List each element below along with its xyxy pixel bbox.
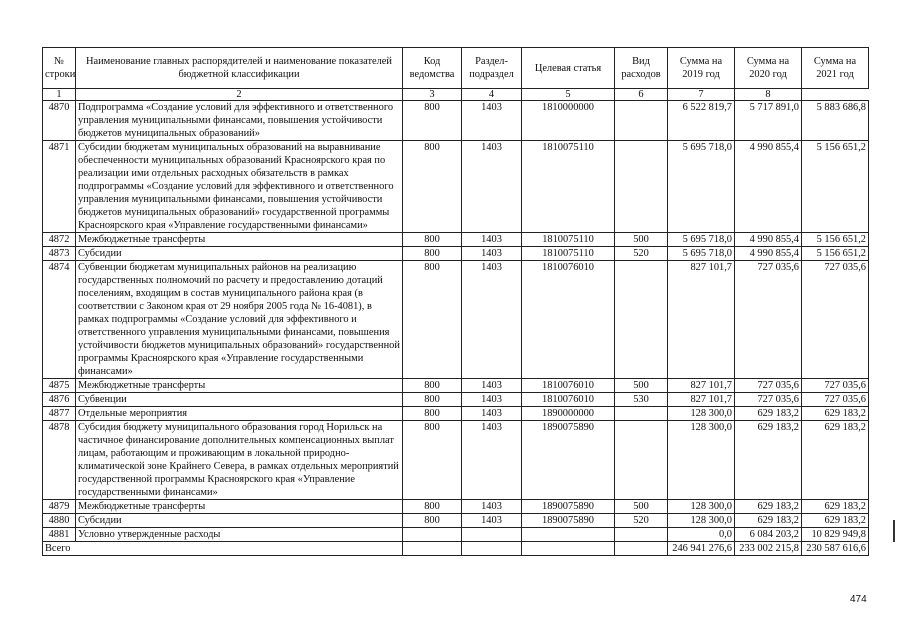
row-sum-2019: 6 522 819,7 — [668, 101, 735, 141]
row-target-article: 1890075890 — [522, 421, 615, 500]
row-name: Субвенции — [76, 393, 403, 407]
row-dept-code: 800 — [403, 101, 462, 141]
row-sum-2021: 727 035,6 — [802, 393, 869, 407]
row-sum-2019: 5 695 718,0 — [668, 247, 735, 261]
total-empty — [522, 542, 615, 556]
table-row — [43, 407, 869, 421]
row-sum-2021: 5 156 651,2 — [802, 141, 869, 233]
col-header-exp-type: Вид расходов — [615, 48, 668, 89]
row-section: 1403 — [462, 500, 522, 514]
total-sum2020: 233 002 215,8 — [735, 542, 802, 556]
row-sum-2021: 5 156 651,2 — [802, 247, 869, 261]
row-section — [462, 528, 522, 542]
row-sum-2020: 5 717 891,0 — [735, 101, 802, 141]
row-sum-2021: 727 035,6 — [802, 379, 869, 393]
row-dept-code: 800 — [403, 261, 462, 379]
row-sum-2020: 629 183,2 — [735, 407, 802, 421]
row-expense-type: 520 — [615, 247, 668, 261]
row-name: Межбюджетные трансферты — [76, 233, 403, 247]
row-sum-2020: 6 084 203,2 — [735, 528, 802, 542]
row-name: Субсидии — [76, 247, 403, 261]
row-number: 4871 — [43, 141, 76, 233]
row-number: 4870 — [43, 101, 76, 141]
row-sum-2021: 629 183,2 — [802, 514, 869, 528]
row-name: Подпрограмма «Создание условий для эффективного и ответственного управления муниципальными финансами, повышения устойчивости бюджетов муниципальных образований» — [76, 101, 403, 141]
row-sum-2020: 629 183,2 — [735, 514, 802, 528]
row-sum-2021: 629 183,2 — [802, 421, 869, 500]
row-expense-type: 530 — [615, 393, 668, 407]
total-empty — [462, 542, 522, 556]
col-header-dept: Код ведомства — [403, 48, 462, 89]
row-sum-2019: 5 695 718,0 — [668, 141, 735, 233]
table-row — [43, 247, 869, 261]
row-sum-2019: 128 300,0 — [668, 500, 735, 514]
row-name: Условно утвержденные расходы — [76, 528, 403, 542]
total-empty — [615, 542, 668, 556]
row-sum-2020: 629 183,2 — [735, 421, 802, 500]
col-number: 5 — [522, 89, 615, 101]
col-header-sum2019: Сумма на 2019 год — [668, 48, 735, 89]
row-sum-2019: 827 101,7 — [668, 379, 735, 393]
row-sum-2020: 4 990 855,4 — [735, 141, 802, 233]
row-dept-code: 800 — [403, 379, 462, 393]
row-section: 1403 — [462, 261, 522, 379]
row-name: Субсидии бюджетам муниципальных образований на выравнивание обеспеченности муниципальных образований Красноярского края по реализации ими отдельных расходных обязательств в рамках подпрограммы «Создание условий для эффективного и ответственного управления муниципальными финансами, повышения устойчивости бюджетов муниципальных образований» государственной программы Красноярского края «Управление государственными финансами» — [76, 141, 403, 233]
row-number: 4872 — [43, 233, 76, 247]
row-sum-2019: 128 300,0 — [668, 407, 735, 421]
row-target-article: 1890075890 — [522, 500, 615, 514]
row-number: 4879 — [43, 500, 76, 514]
row-section: 1403 — [462, 379, 522, 393]
row-dept-code: 800 — [403, 407, 462, 421]
row-number: 4874 — [43, 261, 76, 379]
scan-edge-mark — [893, 520, 895, 542]
row-section: 1403 — [462, 407, 522, 421]
row-name: Субвенции бюджетам муниципальных районов на реализацию государственных полномочий по расчету и предоставлению дотаций поселениям, входящим в состав муниципального района края (в соответствии с Законом края от 29 ноября 2005 года № 16-4081), в рамках подпрограммы «Создание условий для эффективного и ответственного управления муниципальными финансами, повышения устойчивости бюджетов муниципальных образований» государственной программы Красноярского края «Управление государственными финансами» — [76, 261, 403, 379]
row-target-article — [522, 528, 615, 542]
table-row — [43, 233, 869, 247]
row-sum-2020: 4 990 855,4 — [735, 233, 802, 247]
row-dept-code: 800 — [403, 514, 462, 528]
header-row — [43, 48, 869, 89]
table-row — [43, 393, 869, 407]
row-dept-code: 800 — [403, 421, 462, 500]
row-dept-code: 800 — [403, 233, 462, 247]
row-number: 4877 — [43, 407, 76, 421]
row-section: 1403 — [462, 141, 522, 233]
row-section: 1403 — [462, 247, 522, 261]
total-row — [43, 542, 869, 556]
row-expense-type — [615, 141, 668, 233]
col-header-sum2021: Сумма на 2021 год — [802, 48, 869, 89]
row-dept-code: 800 — [403, 500, 462, 514]
col-number: 4 — [462, 89, 522, 101]
col-number: 6 — [615, 89, 668, 101]
row-target-article: 1810075110 — [522, 233, 615, 247]
row-sum-2020: 727 035,6 — [735, 393, 802, 407]
col-number: 8 — [735, 89, 802, 101]
table-row — [43, 500, 869, 514]
row-sum-2021: 5 883 686,8 — [802, 101, 869, 141]
row-number: 4881 — [43, 528, 76, 542]
row-sum-2021: 629 183,2 — [802, 407, 869, 421]
table-row — [43, 528, 869, 542]
row-sum-2021: 5 156 651,2 — [802, 233, 869, 247]
column-number-row — [43, 89, 869, 101]
col-header-target: Целевая статья — [522, 48, 615, 89]
row-sum-2019: 0,0 — [668, 528, 735, 542]
col-number: 2 — [76, 89, 403, 101]
row-sum-2019: 5 695 718,0 — [668, 233, 735, 247]
total-sum2019: 246 941 276,6 — [668, 542, 735, 556]
col-header-section: Раздел-подраздел — [462, 48, 522, 89]
row-expense-type — [615, 421, 668, 500]
budget-table — [42, 47, 869, 556]
row-name: Межбюджетные трансферты — [76, 500, 403, 514]
row-sum-2021: 727 035,6 — [802, 261, 869, 379]
row-section: 1403 — [462, 514, 522, 528]
row-sum-2020: 727 035,6 — [735, 261, 802, 379]
row-name: Отдельные мероприятия — [76, 407, 403, 421]
page-number: 474 — [850, 594, 867, 605]
row-section: 1403 — [462, 233, 522, 247]
row-target-article: 1810076010 — [522, 393, 615, 407]
row-expense-type: 500 — [615, 500, 668, 514]
row-number: 4878 — [43, 421, 76, 500]
row-dept-code — [403, 528, 462, 542]
table-row — [43, 141, 869, 233]
row-name: Межбюджетные трансферты — [76, 379, 403, 393]
table-row — [43, 514, 869, 528]
row-sum-2021: 629 183,2 — [802, 500, 869, 514]
row-sum-2019: 827 101,7 — [668, 393, 735, 407]
row-target-article: 1890000000 — [522, 407, 615, 421]
row-expense-type: 520 — [615, 514, 668, 528]
col-number: 7 — [668, 89, 735, 101]
row-name: Субсидия бюджету муниципального образования город Норильск на частичное финансирование дополнительных компенсационных выплат лицам, работающим и проживающим в локальной природно-климатической зоне Крайнего Севера, в рамках отдельных мероприятий государственной программы Красноярского края «Управление государственными финансами» — [76, 421, 403, 500]
total-label: Всего — [43, 542, 403, 556]
col-header-sum2020: Сумма на 2020 год — [735, 48, 802, 89]
row-target-article: 1810075110 — [522, 247, 615, 261]
row-dept-code: 800 — [403, 247, 462, 261]
row-dept-code: 800 — [403, 393, 462, 407]
row-number: 4876 — [43, 393, 76, 407]
row-target-article: 1810000000 — [522, 101, 615, 141]
total-empty — [403, 542, 462, 556]
row-sum-2019: 128 300,0 — [668, 421, 735, 500]
col-number: 3 — [403, 89, 462, 101]
table-row — [43, 101, 869, 141]
row-section: 1403 — [462, 101, 522, 141]
row-section: 1403 — [462, 393, 522, 407]
row-sum-2020: 629 183,2 — [735, 500, 802, 514]
row-sum-2019: 827 101,7 — [668, 261, 735, 379]
row-number: 4873 — [43, 247, 76, 261]
total-sum2021: 230 587 616,6 — [802, 542, 869, 556]
col-header-name: Наименование главных распорядителей и наименование показателей бюджетной классификации — [76, 48, 403, 89]
row-expense-type: 500 — [615, 379, 668, 393]
row-sum-2019: 128 300,0 — [668, 514, 735, 528]
row-sum-2020: 727 035,6 — [735, 379, 802, 393]
row-section: 1403 — [462, 421, 522, 500]
row-target-article: 1810075110 — [522, 141, 615, 233]
row-expense-type — [615, 407, 668, 421]
row-number: 4875 — [43, 379, 76, 393]
row-dept-code: 800 — [403, 141, 462, 233]
row-name: Субсидии — [76, 514, 403, 528]
row-expense-type — [615, 528, 668, 542]
table-row — [43, 261, 869, 379]
table-row — [43, 379, 869, 393]
row-target-article: 1890075890 — [522, 514, 615, 528]
col-number: 1 — [43, 89, 76, 101]
row-sum-2020: 4 990 855,4 — [735, 247, 802, 261]
table-row — [43, 421, 869, 500]
row-expense-type: 500 — [615, 233, 668, 247]
col-header-row-no: № строки — [43, 48, 76, 89]
row-target-article: 1810076010 — [522, 379, 615, 393]
row-sum-2021: 10 829 949,8 — [802, 528, 869, 542]
row-target-article: 1810076010 — [522, 261, 615, 379]
row-expense-type — [615, 261, 668, 379]
row-expense-type — [615, 101, 668, 141]
row-number: 4880 — [43, 514, 76, 528]
